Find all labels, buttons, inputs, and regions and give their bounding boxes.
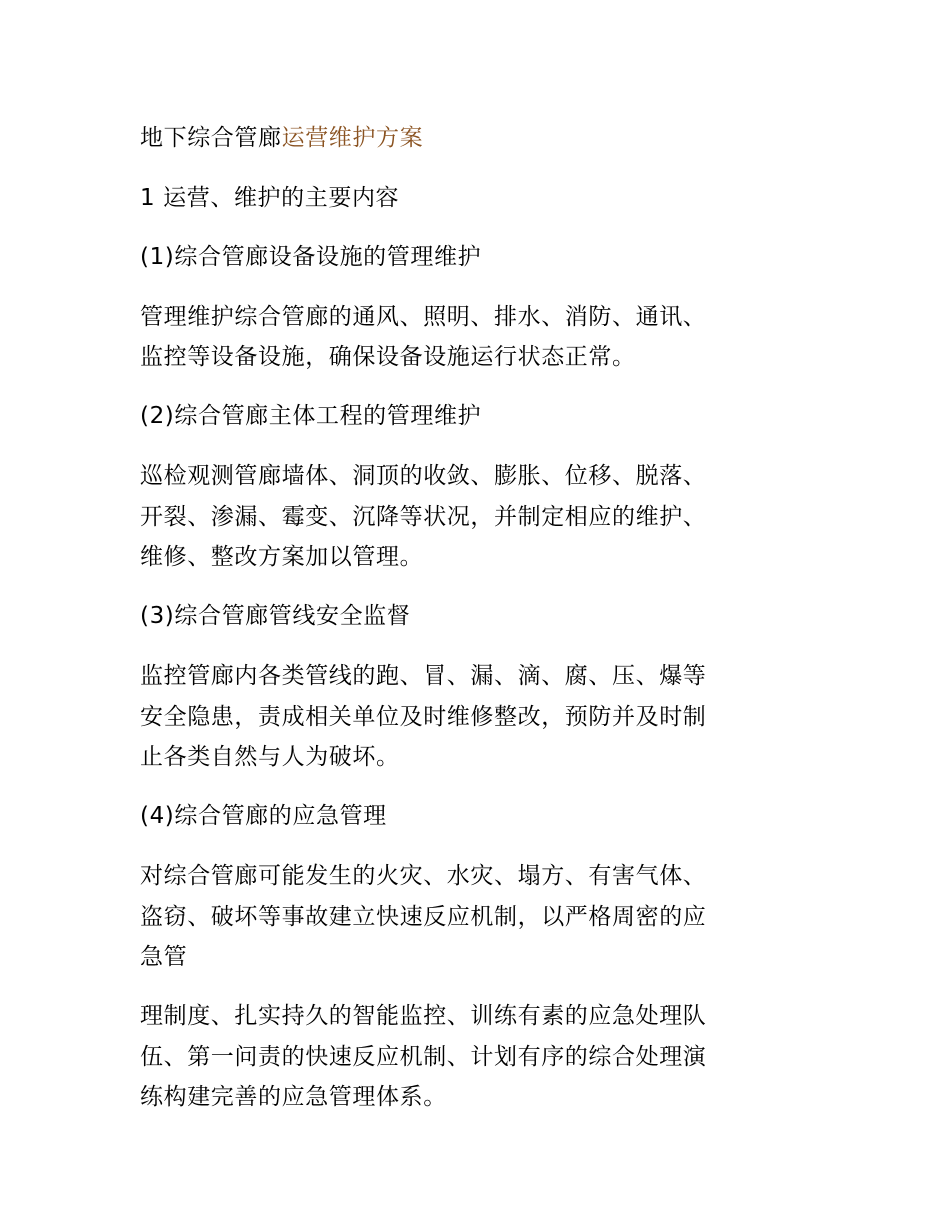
item-3-paragraph-line: 安全隐患，责成相关单位及时维修整改，预防并及时制 — [140, 704, 707, 730]
item-2-heading: (2)综合管廊主体工程的管理维护 — [140, 403, 482, 429]
title-accent-link[interactable]: 运营维护方案 — [281, 125, 424, 151]
item-3-paragraph-line: 监控管廊内各类管线的跑、冒、漏、滴、腐、压、爆等 — [140, 663, 707, 689]
item-4-paragraph-line: 对综合管廊可能发生的火灾、水灾、塌方、有害气体、 — [140, 863, 707, 889]
item-1-paragraph-line: 监控等设备设施，确保设备设施运行状态正常。 — [140, 344, 636, 370]
item-2-paragraph-line: 开裂、渗漏、霉变、沉降等状况，并制定相应的维护、 — [140, 504, 707, 530]
item-1-heading: (1)综合管廊设备设施的管理维护 — [140, 244, 482, 270]
item-4-continuation-line: 理制度、扎实持久的智能监控、训练有素的应急处理队 — [140, 1003, 707, 1029]
item-2-paragraph-line: 维修、整改方案加以管理。 — [140, 544, 424, 570]
document-title — [140, 123, 423, 153]
item-4-paragraph-line: 急管 — [140, 944, 188, 970]
title-plain: 地下综合管廊 — [140, 125, 282, 151]
item-3-paragraph-line: 止各类自然与人为破坏。 — [140, 744, 400, 770]
item-3-heading: (3)综合管廊管线安全监督 — [140, 603, 411, 629]
item-4-continuation-line: 伍、第一问责的快速反应机制、计划有序的综合处理演 — [140, 1044, 707, 1070]
item-4-heading: (4)综合管廊的应急管理 — [140, 803, 387, 829]
item-1-paragraph-line: 管理维护综合管廊的通风、照明、排水、消防、通讯、 — [140, 304, 707, 330]
item-4-paragraph-line: 盗窃、破坏等事故建立快速反应机制，以严格周密的应 — [140, 904, 707, 930]
item-4-continuation-line: 练构建完善的应急管理体系。 — [140, 1084, 447, 1110]
item-2-paragraph-line: 巡检观测管廊墙体、洞顶的收敛、膨胀、位移、脱落、 — [140, 463, 707, 489]
section-heading: 1 运营、维护的主要内容 — [140, 185, 400, 211]
